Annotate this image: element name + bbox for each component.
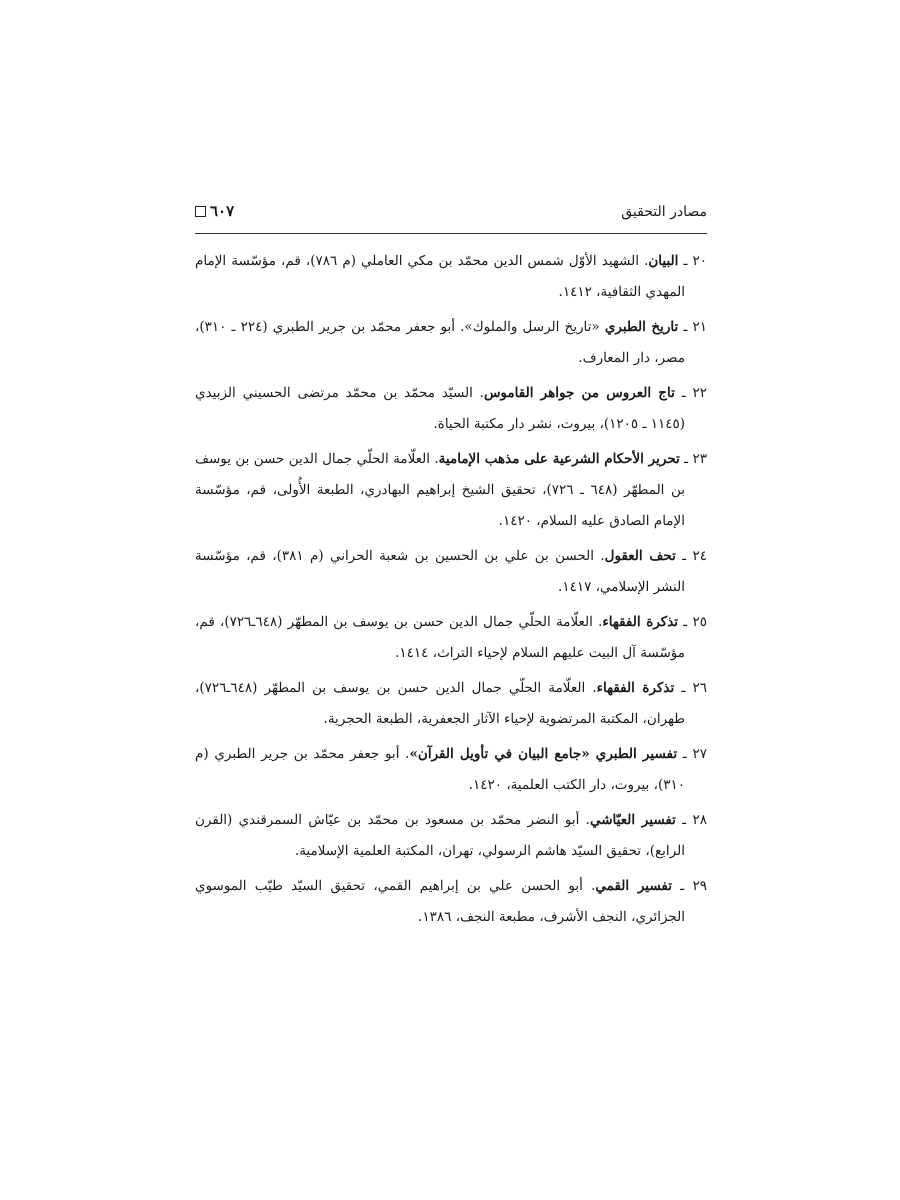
bibliography-entry [195, 607, 707, 669]
entry-title: البيان [648, 253, 679, 269]
bibliography-entry [195, 246, 707, 308]
bibliography-entry [195, 444, 707, 537]
bibliography-entry [195, 312, 707, 374]
entry-title: تحف العقول [604, 548, 676, 564]
entry-number: ٢٣ ـ [684, 451, 707, 467]
entry-title: تذكرة الفقهاء [602, 614, 679, 630]
entry-details: . أبو الحسن علي بن إبراهيم القمي، تحقيق السيّد طيّب الموسوي الجزائري، النجف الأشرف، مطبعة النجف، ١٣٨٦. [195, 878, 685, 925]
entry-details: . العلّامة الحلّي جمال الدين حسن بن يوسف بن المطهّر (٦٤٨ـ٧٢٦)، طهران، المكتبة المرتضوية لإحياء الآثار الجعفرية، الطبعة الحجرية. [195, 680, 685, 727]
bibliography-entry [195, 805, 707, 867]
entry-number: ٢٦ ـ [681, 680, 707, 696]
bibliography-entry [195, 871, 707, 933]
page-number [195, 202, 234, 220]
entry-number: ٢٧ ـ [682, 746, 707, 762]
running-title: مصادر التحقيق [621, 204, 707, 220]
entry-details: . أبو النضر محمّد بن مسعود بن محمّد بن عيّاش السمرقندي (القرن الرابع)، تحقيق السيّد هاشم الرسولي، تهران، المكتبة العلمية الإسلامية. [195, 812, 685, 859]
page-header [195, 198, 707, 230]
entry-number: ٢٥ ـ [683, 614, 707, 630]
entry-number: ٢٩ ـ [680, 878, 707, 894]
entry-number: ٢٢ ـ [681, 385, 707, 401]
bibliography-entry [195, 378, 707, 440]
bibliography-entry [195, 541, 707, 603]
bibliography-entry [195, 673, 707, 735]
entry-details: . أبو جعفر محمّد بن جرير الطبري (م ٣١٠)، بيروت، دار الكتب العلمية، ١٤٢٠. [195, 746, 685, 793]
entry-title: تاج العروس من جواهر القاموس [483, 385, 675, 401]
entry-number: ٢١ ـ [683, 319, 707, 335]
entry-details: . العلّامة الحلّي جمال الدين حسن بن يوسف بن المطهّر (٦٤٨ـ٧٢٦)، قم، مؤسّسة آل البيت عليهم السلام لإحياء التراث، ١٤١٤. [195, 614, 685, 661]
entry-title: تفسير الطبري «جامع البيان في تأويل القرآن» [409, 746, 678, 762]
entry-title: تاريخ الطبري [604, 319, 679, 335]
entry-number: ٢٨ ـ [682, 812, 708, 828]
entry-details: . العلّامة الحلّي جمال الدين حسن بن يوسف بن المطهّر (٦٤٨ ـ ٧٢٦)، تحقيق الشيخ إبراهيم البهادري، الطبعة الأُولى، قم، مؤسّسة الإمام الصادق عليه السلام، ١٤٢٠. [195, 451, 685, 529]
square-ornament-icon [195, 206, 206, 217]
entry-title: تفسير العيّاشي [589, 812, 676, 828]
entry-title: تحرير الأحكام الشرعية على مذهب الإمامية [438, 451, 680, 467]
entry-number: ٢٠ ـ [683, 253, 708, 269]
entry-title: تفسير القمي [595, 878, 672, 894]
entry-details: «تاريخ الرسل والملوك». أبو جعفر محمّد بن جرير الطبري (٢٢٤ ـ ٣١٠)، مصر، دار المعارف. [195, 319, 685, 366]
entry-details: . السيّد محمّد بن محمّد مرتضى الحسيني الزبيدي (١١٤٥ ـ ١٢٠٥)، بيروت، نشر دار مكتبة الحياة. [195, 385, 685, 432]
bibliography-entry [195, 739, 707, 801]
page-number-value: ٦٠٧ [210, 202, 235, 220]
entry-number: ٢٤ ـ [682, 548, 707, 564]
entry-details: . الحسن بن علي بن الحسين بن شعبة الحراني (م ٣٨١)، قم، مؤسّسة النشر الإسلامي، ١٤١٧. [195, 548, 685, 595]
bibliography-list [195, 246, 707, 937]
entry-title: تذكرة الفقهاء [596, 680, 675, 696]
header-rule [195, 233, 707, 234]
entry-details: . الشهيد الأوّل شمس الدين محمّد بن مكي العاملي (م ٧٨٦)، قم، مؤسّسة الإمام المهدي الثقافية، ١٤١٢. [195, 253, 685, 300]
